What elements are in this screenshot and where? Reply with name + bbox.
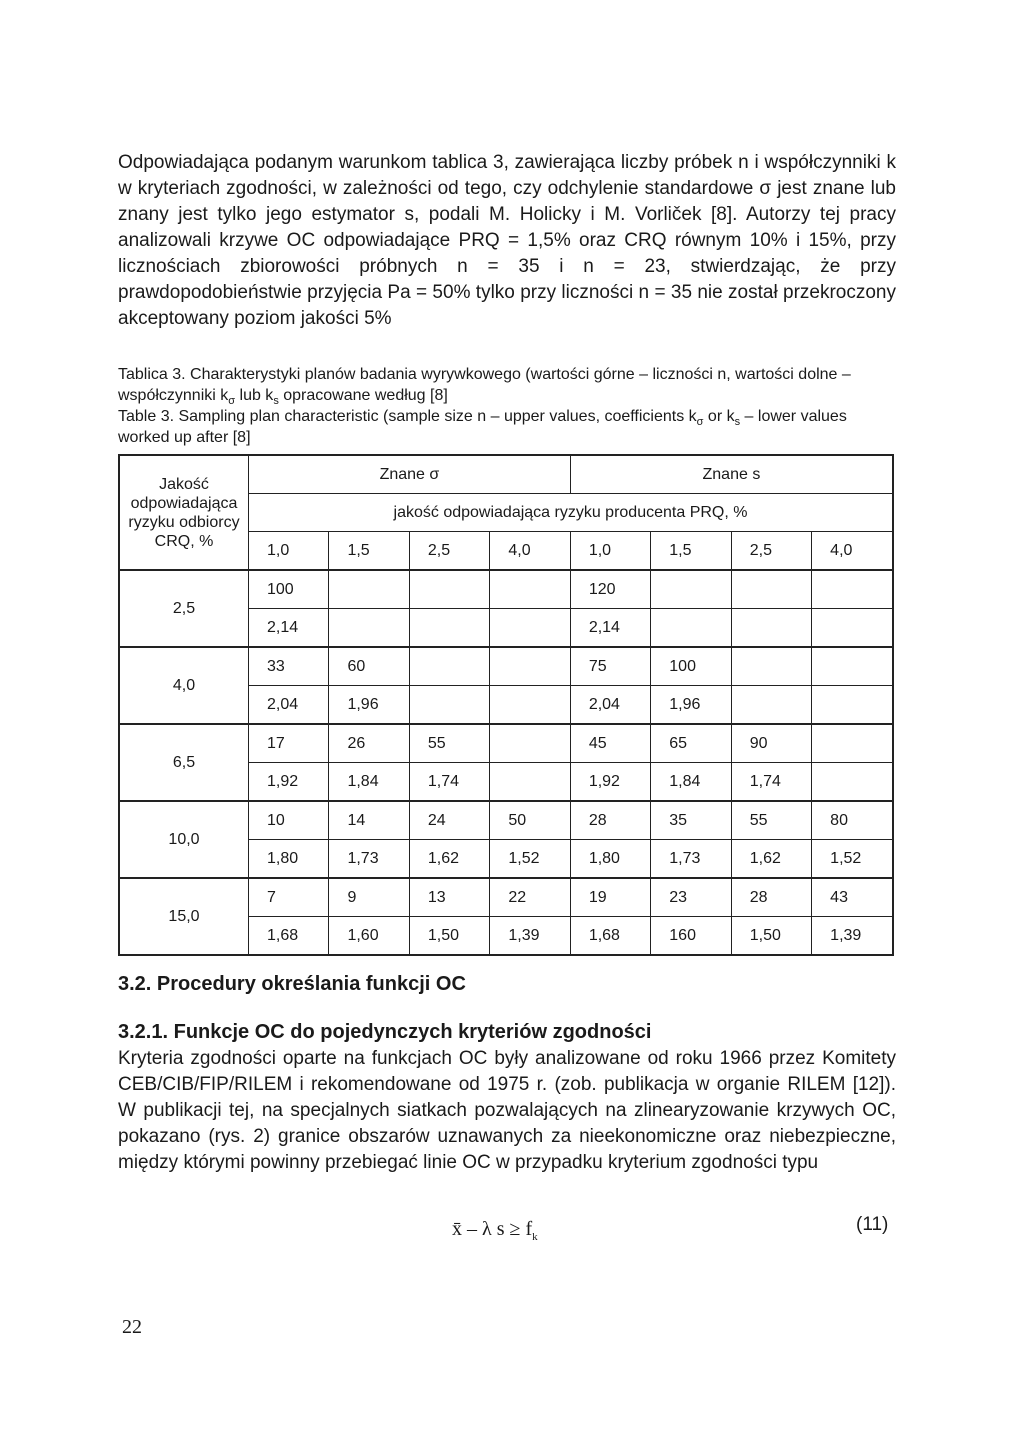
coefficient-cell: 1,39 [490,917,570,956]
coefficient-cell [329,609,409,648]
coefficient-cell: 1,73 [651,840,731,879]
sample-size-cell [812,570,893,609]
coefficient-cell: 1,60 [329,917,409,956]
prq-value-cell: 2,5 [409,532,489,571]
coefficient-cell: 2,04 [570,686,650,725]
coefficient-cell: 1,80 [570,840,650,879]
sample-size-cell [651,570,731,609]
coefficient-cell: 1,84 [329,763,409,802]
sample-size-cell [409,570,489,609]
prq-value-cell: 1,0 [570,532,650,571]
sample-size-cell: 28 [570,801,650,840]
section-heading-3-2-1: 3.2.1. Funkcje OC do pojedynczych kryteriów zgodności [118,1021,652,1043]
sample-size-cell: 43 [812,878,893,917]
sample-size-cell: 14 [329,801,409,840]
sample-size-cell [490,647,570,686]
coefficient-cell: 1,62 [409,840,489,879]
coefficient-cell: 1,92 [570,763,650,802]
coefficient-cell: 1,68 [570,917,650,956]
sample-size-cell: 120 [570,570,650,609]
sample-size-cell: 35 [651,801,731,840]
coefficient-cell [812,686,893,725]
coefficient-cell [490,763,570,802]
prq-value-cell: 2,5 [731,532,811,571]
coefficient-cell: 160 [651,917,731,956]
caption-pl-sub1: σ [228,395,236,408]
coefficient-cell: 1,50 [409,917,489,956]
sample-size-cell [490,570,570,609]
prq-value-cell: 1,5 [651,532,731,571]
prq-value-cell: 1,5 [329,532,409,571]
section-heading-3-2: 3.2. Procedury określania funkcji OC [118,973,466,995]
caption-pl-sub2: s [273,395,279,408]
sample-size-cell: 90 [731,724,811,763]
prq-value-cell: 4,0 [490,532,570,571]
crq-value-cell: 15,0 [119,878,249,955]
sample-size-cell [812,724,893,763]
group-header-s: Znane s [570,455,893,494]
caption-en-b: or k [703,408,735,425]
formula-subscript: k [532,1231,538,1243]
sample-size-cell: 75 [570,647,650,686]
sample-size-cell [812,647,893,686]
coefficient-cell: 1,80 [249,840,329,879]
sample-size-cell: 23 [651,878,731,917]
coefficient-cell: 1,68 [249,917,329,956]
sample-size-cell: 50 [490,801,570,840]
coefficient-cell: 1,84 [651,763,731,802]
sample-size-cell: 100 [651,647,731,686]
coefficient-cell: 1,96 [329,686,409,725]
sample-size-cell [329,570,409,609]
coefficient-cell: 1,92 [249,763,329,802]
caption-en-sub1: σ [696,416,704,429]
sample-size-cell: 28 [731,878,811,917]
sample-size-cell [731,647,811,686]
prq-header: jakość odpowiadająca ryzyku producenta PRQ, % [249,494,894,532]
coefficient-cell [731,609,811,648]
caption-en-a: Table 3. Sampling plan characteristic (sample size n – upper values, coefficients k [118,408,697,425]
crq-value-cell: 4,0 [119,647,249,724]
formula-11 [452,1218,538,1241]
table-caption-polish [118,364,896,406]
caption-pl-a: Tablica 3. Charakterystyki planów badania wyrywkowego (wartości górne – liczności n, wartości dolne – współczynniki k [118,366,851,404]
coefficient-cell [490,686,570,725]
coefficient-cell: 1,73 [329,840,409,879]
caption-pl-b: lub k [235,387,274,404]
sample-size-cell: 60 [329,647,409,686]
coefficient-cell [812,609,893,648]
group-header-sigma: Znane σ [249,455,571,494]
sample-size-row [119,570,893,609]
sample-size-row [119,801,893,840]
sample-size-cell: 45 [570,724,650,763]
sampling-plan-table [118,454,894,956]
sample-size-cell: 26 [329,724,409,763]
sample-size-cell: 9 [329,878,409,917]
sample-size-cell: 80 [812,801,893,840]
crq-value-cell: 2,5 [119,570,249,647]
crq-value-cell: 6,5 [119,724,249,801]
sample-size-cell: 19 [570,878,650,917]
coefficient-cell [812,763,893,802]
coefficient-cell [409,609,489,648]
sample-size-cell: 10 [249,801,329,840]
equation-number: (11) [856,1214,889,1235]
crq-header: Jakość odpowiadająca ryzyku odbiorcy CRQ, % [119,455,249,570]
sample-size-row [119,724,893,763]
coefficient-cell: 1,74 [731,763,811,802]
coefficient-cell [490,609,570,648]
coefficient-cell [651,609,731,648]
caption-en-sub2: s [734,416,741,429]
coefficient-cell: 1,39 [812,917,893,956]
sample-size-cell: 24 [409,801,489,840]
coefficient-cell: 1,74 [409,763,489,802]
caption-en-c: – lower values worked up after [8] [118,408,847,446]
page-number: 22 [122,1316,142,1338]
sample-size-cell [490,724,570,763]
sample-size-cell: 22 [490,878,570,917]
coefficient-cell: 1,52 [812,840,893,879]
sample-size-cell: 17 [249,724,329,763]
sample-size-cell: 55 [409,724,489,763]
caption-pl-c: opracowane według [8] [278,387,448,404]
prq-value-cell: 4,0 [812,532,893,571]
sample-size-cell: 100 [249,570,329,609]
coefficient-cell [409,686,489,725]
sample-size-cell: 7 [249,878,329,917]
sample-size-row [119,647,893,686]
coefficient-cell: 2,14 [570,609,650,648]
coefficient-cell: 2,04 [249,686,329,725]
table-caption-english [118,406,896,448]
coefficient-cell: 1,96 [651,686,731,725]
formula-main: x̄ – λ s ≥ f [452,1218,533,1240]
sample-size-cell [409,647,489,686]
sample-size-cell: 13 [409,878,489,917]
sample-size-cell [731,570,811,609]
sample-size-cell: 55 [731,801,811,840]
coefficient-cell: 1,50 [731,917,811,956]
coefficient-cell: 1,62 [731,840,811,879]
coefficient-cell: 1,52 [490,840,570,879]
body-paragraph: Kryteria zgodności oparte na funkcjach OC były analizowane od roku 1966 przez Komitety CEB/CIB/FIP/RILEM i rekomendowane od 1975 r. (zob. publikacja w organie RILEM [12]). W publikacji tej, na specjalnych siatkach pozwalających na zlinearyzowanie krzywych OC, pokazano (rys. 2) granice obszarów uznawanych za nieekonomiczne oraz niebezpieczne, między którymi powinny przebiegać linie OC w przypadku kryterium zgodności typu [118,1048,896,1173]
crq-value-cell: 10,0 [119,801,249,878]
sample-size-row [119,878,893,917]
coefficient-cell: 2,14 [249,609,329,648]
prq-value-cell: 1,0 [249,532,329,571]
coefficient-cell [731,686,811,725]
sample-size-cell: 65 [651,724,731,763]
sample-size-cell: 33 [249,647,329,686]
intro-paragraph: Odpowiadająca podanym warunkom tablica 3, zawierająca liczby próbek n i współczynniki k w kryteriach zgodności, w zależności od tego, czy odchylenie standardowe σ jest znane lub znany jest tylko jego estymator s, podali M. Holicky i M. Vorliček [8]. Autorzy tej pracy analizowali krzywe OC odpowiadające PRQ = 1,5% oraz CRQ równym 10% i 15%, przy licznościach zbiorowości próbnych n = 35 i n = 23, stwierdzając, że przy prawdopodobieństwie przyjęcia Pa = 50% tylko przy liczności n = 35 nie został przekroczony akceptowany poziom jakości 5% [118,152,896,329]
